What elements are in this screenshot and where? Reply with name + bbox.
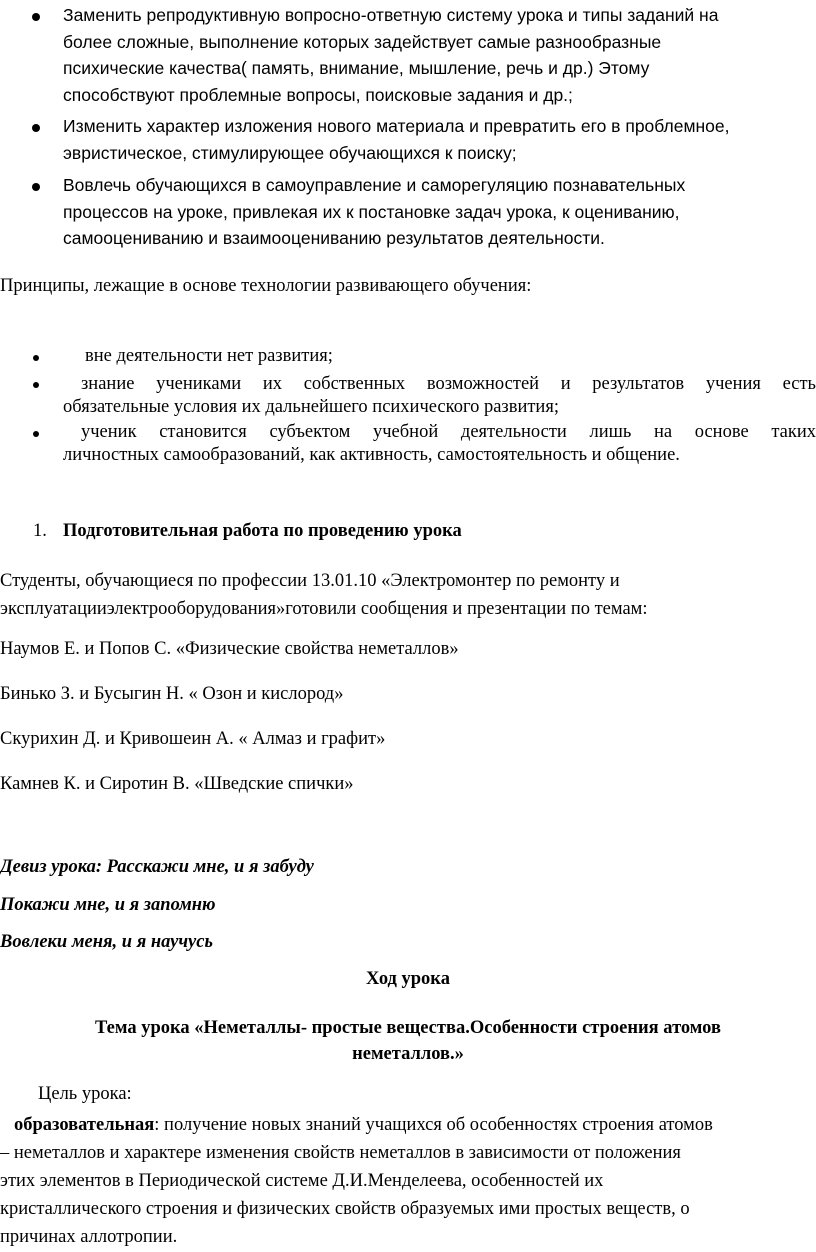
topic-line: Наумов Е. и Попов С. «Физические свойства неметаллов» [0,639,459,659]
list-item: Вовлечь обучающихся в самоуправление и саморегуляцию познавательных процессов на уроке, привлекая их к постановке задач урока, к оцениванию, самооцениванию и взаимооцениванию результатов деятельности. [63,175,686,248]
list-item: Заменить репродуктивную вопросно-ответную систему урока и типы заданий на более сложные, выполнение которых задействует самые разнообразные психические качества( память, внимание, мышление, речь и др.) Этому способствуют проблемные вопросы, поисковые задания и др.; [63,5,719,105]
topic-line: Камнев К. и Сиротин В. «Шведские спички» [0,774,354,794]
goal-educational: образовательная: получение новых знаний учащихся об особенностях строения атомов – неметаллов и характере изменения свойств неметаллов в зависимости от положения этих элементов в Периодической системе Д.И.Менделеева, особенностей их кристаллического строения и физических свойств образуемых ими простых веществ, о причинах аллотропии. [0,1115,713,1247]
bullet-icon [32,183,40,191]
principles-heading: Принципы, лежащие в основе технологии развивающего обучения: [0,276,532,296]
principle-item: вне деятельности нет развития; [85,346,333,366]
motto-line: Вовлеки меня, и я научусь [0,932,213,952]
bullet-icon [33,355,39,361]
section-title: Подготовительная работа по проведению урока [63,521,462,541]
principle-item: ученик становится субъектом учебной деятельности лишь на основе таких личностных самообразований, как активность, самостоятельность и общение. [63,422,816,465]
motto-line: Покажи мне, и я запомню [0,895,216,915]
principle-item: знание учениками их собственных возможностей и результатов учения есть обязательные условия их дальнейшего психического развития; [63,374,816,417]
bullet-icon [32,124,40,132]
bullet-icon [33,431,39,437]
bullet-icon [33,382,39,388]
motto-line: Девиз урока: Расскажи мне, и я забуду [0,857,314,877]
bullet-icon [32,13,40,21]
list-item: Изменить характер изложения нового материала и превратить его в проблемное, эвристическое, стимулирующее обучающихся к поиску; [63,116,730,163]
lesson-flow-title: Ход урока [366,969,450,989]
goal-label: Цель урока: [38,1084,132,1104]
students-paragraph: Студенты, обучающиеся по профессии 13.01.10 «Электромонтер по ремонту и эксплуатацииэлектрооборудования»готовили сообщения и презентации по темам: [0,571,648,619]
section-number: 1. [33,521,47,541]
topic-line: Скурихин Д. и Кривошеин А. « Алмаз и графит» [0,729,386,749]
lesson-topic: Тема урока «Неметаллы- простые вещества.Особенности строения атомов неметаллов.» [95,1018,721,1064]
topic-line: Бинько З. и Бусыгин Н. « Озон и кислород» [0,684,344,704]
goal-educational-label: образовательная [14,1115,155,1135]
